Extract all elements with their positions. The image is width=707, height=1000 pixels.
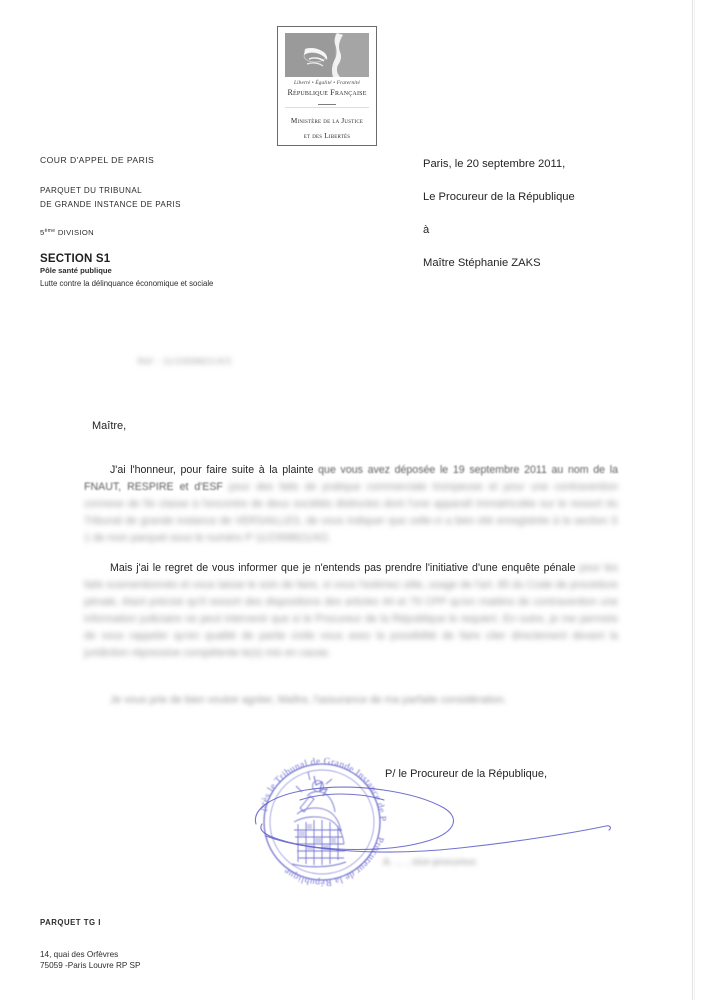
sender-parquet-line2: DE GRANDE INSTANCE DE PARIS: [40, 200, 181, 209]
closing-formula: Je vous prie de bien vouloir agréer, Maître, l'assurance de ma parfaite considération.: [110, 694, 507, 706]
logo-ministry-line1: Ministère de la Justice: [290, 117, 364, 125]
division-label: DIVISION: [55, 228, 94, 237]
footer-office: PARQUET TG I: [40, 918, 101, 927]
ministry-logo-box: [277, 26, 377, 146]
body-paragraph-1: [84, 462, 618, 547]
sender-mission: Lutte contre la délinquance économique et sociale: [40, 279, 214, 288]
logo-ministry-line2: et des Libertés: [303, 132, 351, 140]
sender-court: COUR D'APPEL DE PARIS: [40, 155, 155, 165]
signatory-name-redacted: A. ... , vice-procureur.: [383, 857, 479, 868]
scan-artifact-line: [692, 0, 693, 1000]
logo-republic-label: République Française: [287, 88, 367, 97]
body-paragraph-2: [84, 560, 618, 662]
letter-body: [84, 462, 618, 675]
paragraph-1-clear: J'ai l'honneur, pour faire suite à la plainte: [110, 464, 314, 476]
marianne-emblem: [285, 33, 369, 77]
sender-pole: Pôle santé publique: [40, 266, 112, 275]
paragraph-1-blur-heavy: pour des faits de pratique commerciale trompeuse et pour une contravention connexe de 5è classe à l'encontre de deux sociétés distinctes dont l'une apparaît immatriculée sur le ressort du Tribunal de grande instance de VERSAILLES, de vous indiquer que celle-ci a bien été enregistrée à la section S 1 de mon parquet sous le numéro P 11/2358821/4/2.: [84, 481, 618, 544]
svg-text:Procureur de la République: Procureur de la République: [282, 835, 385, 887]
recipient-name: Maître Stéphanie ZAKS: [423, 257, 541, 269]
paragraph-2-clear: Mais j'ai le regret de vous informer que je n'entends pas prendre l'initiative d'une enquête pénale: [110, 562, 576, 574]
place-and-date: Paris, le 20 septembre 2011,: [423, 158, 566, 170]
scan-artifact-line-secondary: [694, 0, 695, 1000]
sender-division: [40, 228, 320, 237]
body-paragraph-closing: [84, 692, 618, 709]
division-suffix: ème: [44, 228, 56, 234]
sender-title: Le Procureur de la République: [423, 191, 575, 203]
svg-text:près le Tribunal de Grande Ins: près le Tribunal de Grande Instance de P: [258, 756, 388, 822]
paragraph-1-blur-light: que vous avez déposée le 19 septembre 2011 au nom de la FNAUT, RESPIRE et d'ESF: [84, 464, 618, 493]
footer-address-line1: 14, quai des Orfèvres: [40, 950, 119, 959]
paragraph-2-blur-heavy: pour les faits susmentionnés et vous laisse le soin de faire, si vous l'estimez utile, usage de l'art. 85 du Code de procédure pénale, étant précisé qu'il ressort des dispositions des articles 44 et 79 CPP qu'en matière de contravention une information judiciaire ne peut intervenir que si le Procureur de la République le requiert. En outre, je me permets de vous rappeler qu'en qualité de partie civile vous avez la possibilité de faire citer directement devant la juridiction répressive compétente le(s) mis en cause.: [84, 562, 618, 659]
to-preposition: à: [423, 224, 430, 236]
division-number: 5: [40, 228, 45, 237]
logo-rule: [318, 104, 336, 105]
salutation: Maître,: [92, 420, 127, 432]
addressee-block: [423, 158, 693, 290]
logo-hairline: [285, 107, 369, 108]
logo-devise: Liberté • Égalité • Fraternité: [293, 80, 361, 86]
footer-address-line2: 75059 -Paris Louvre RP SP: [40, 961, 141, 970]
footer-block: [40, 918, 140, 971]
sender-parquet-line1: PARQUET DU TRIBUNAL: [40, 186, 143, 195]
handwritten-signature: [248, 762, 618, 872]
signature-title: P/ le Procureur de la République,: [385, 768, 548, 780]
sender-section: SECTION S1: [40, 253, 111, 265]
reference-number-redacted: Réf : 11/2358821/4/2: [138, 357, 233, 366]
sender-block: [40, 155, 320, 288]
